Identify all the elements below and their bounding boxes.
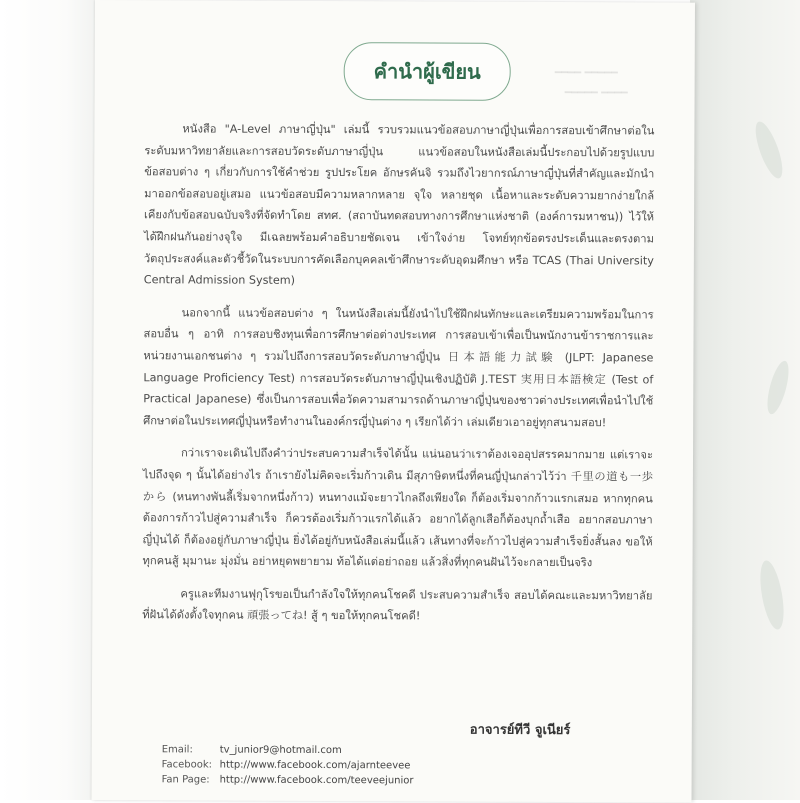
paragraph: นอกจากนี้ แนวข้อสอบต่าง ๆ ในหนังสือเล่มนี้ยังนำไปใช้ฝึกฝนทักษะและเตรียมความพร้อมในการสอบอื่น ๆ อาทิ การสอบชิงทุนเพื่อการศึกษาต่อต่างประเทศ การสอบเข้าเพื่อเป็นพนักงานข้าราชการและหน่วยงานเอกชนต่าง ๆ รวมไปถึงการสอบวัดระดับภาษาญี่ปุ่น 日本語能力試験 (JLPT: Japanese Language Proficiency Test) การสอบวัดระดับภาษาญี่ปุ่นเชิงปฏิบัติ J.TEST 実用日本語検定 (Test of Practical Japanese) ซึ่งเป็นการสอบเพื่อวัดความสามารถด้านภาษาญี่ปุ่นของชาวต่างประเทศเพื่อนำไปใช้ศึกษาต่อในประเทศญี่ปุ่นหรือทำงานในองค์กรญี่ปุ่นต่าง ๆ เรียกได้ว่า เล่มเดียวเอาอยู่ทุกสนามสอบ! xyxy=(143,306,654,429)
leaf-decoration xyxy=(750,119,787,182)
leaf-decoration xyxy=(756,559,788,631)
email-link[interactable]: tv_junior9@hotmail.com xyxy=(219,744,342,757)
leaf-decoration xyxy=(763,359,793,416)
contact-info xyxy=(162,742,414,788)
document-page xyxy=(92,0,695,803)
paragraph: ครูและทีมงานฟุกุโรขอเป็นกำลังใจให้ทุกคนโชคดี ประสบความสำเร็จ สอบได้คณะและมหาวิทยาลัยที่ฝันได้ดังตั้งใจทุกคน 頑張ってね! สู้ ๆ ขอให้ทุกคนโชคดี! xyxy=(142,587,653,623)
page-title: คำนำผู้เขียน xyxy=(373,59,481,84)
background-right-pages xyxy=(690,0,800,800)
background-left xyxy=(0,0,95,800)
preface-body xyxy=(142,118,654,639)
author-signature: อาจารย์ทีวี จูเนียร์ xyxy=(469,722,571,739)
bleed-through-text: ━━━━━ ━━━━ xyxy=(564,86,628,100)
contact-email xyxy=(162,742,414,758)
title-frame xyxy=(344,42,511,101)
contact-facebook xyxy=(162,757,414,773)
fanpage-link[interactable]: http://www.facebook.com/teeveejunior xyxy=(219,774,414,787)
contact-label: Fan Page: xyxy=(161,774,210,786)
contact-fanpage xyxy=(162,772,414,788)
bleed-through-text: ━━━━ ━━━━━ xyxy=(554,66,618,80)
paragraph: หนังสือ "A-Level ภาษาญี่ปุ่น" เล่มนี้ รวบรวมแนวข้อสอบภาษาญี่ปุ่นเพื่อการสอบเข้าศึกษาต่อในระดับมหาวิทยาลัยและการสอบวัดระดับภาษาญี่ปุ่น แนวข้อสอบในหนังสือเล่มนี้ประกอบไปด้วยรูปแบบข้อสอบต่าง ๆ เกี่ยวกับการใช้คำช่วย รูปประโยค อักษรคันจิ รวมถึงไวยากรณ์ภาษาญี่ปุ่นที่สำคัญและมักนำมาออกข้อสอบอยู่เสมอ แนวข้อสอบมีความหลากหลาย จุใจ หลายชุด เนื้อหาและระดับความยากง่ายใกล้เคียงกับข้อสอบฉบับจริงที่จัดทำโดย สทศ. (สถาบันทดสอบทางการศึกษาแห่งชาติ (องค์การมหาชน)) ไว้ให้ได้ฝึกฝนกันอย่างจุใจ มีเฉลยพร้อมคำอธิบายชัดเจน เข้าใจง่าย โจทย์ทุกข้อตรงประเด็นและตรงตามวัตถุประสงค์และตัวชี้วัดในระบบการคัดเลือกบุคคลเข้าศึกษาระดับอุดมศึกษา หรือ TCAS (Thai University Central Admission System) xyxy=(143,122,655,288)
contact-label: Facebook: xyxy=(161,759,213,771)
contact-label: Email: xyxy=(161,744,193,756)
facebook-link[interactable]: http://www.facebook.com/ajarnteevee xyxy=(219,759,411,772)
paragraph: กว่าเราจะเดินไปถึงคำว่าประสบความสำเร็จได้นั้น แน่นอนว่าเราต้องเจออุปสรรคมากมาย แต่เราจะไปถึงจุด ๆ นั้นได้อย่างไร ถ้าเรายังไม่คิดจะเริ่มก้าวเดิน มีสุภาษิตหนึ่งที่คนญี่ปุ่นกล่าวไว้ว่า 千里の道も一歩から (หนทางพันลี้เริ่มจากหนึ่งก้าว) หนทางแม้จะยาวไกลถึงเพียงใด ก็ต้องเริ่มจากก้าวแรกเสมอ หากทุกคนต้องการก้าวไปสู่ความสำเร็จ ก็ควรต้องเริ่มก้าวแรกได้แล้ว อยากได้ลูกเสือก็ต้องบุกถ้ำเสือ อยากสอบภาษาญี่ปุ่นได้ ก็ต้องอยู่กับภาษาญี่ปุ่น ยิ่งได้อยู่กับหนังสือเล่มนี้แล้ว เส้นทางที่จะก้าวไปสู่ความสำเร็จยิ่งสั้นลง ขอให้ทุกคนสู้ มุมานะ มุ่งมั่น อย่าหยุดพยายาม ท้อได้แต่อย่าถอย แล้วสิ่งที่ทุกคนฝันไว้จะกลายเป็นจริง xyxy=(142,446,654,570)
